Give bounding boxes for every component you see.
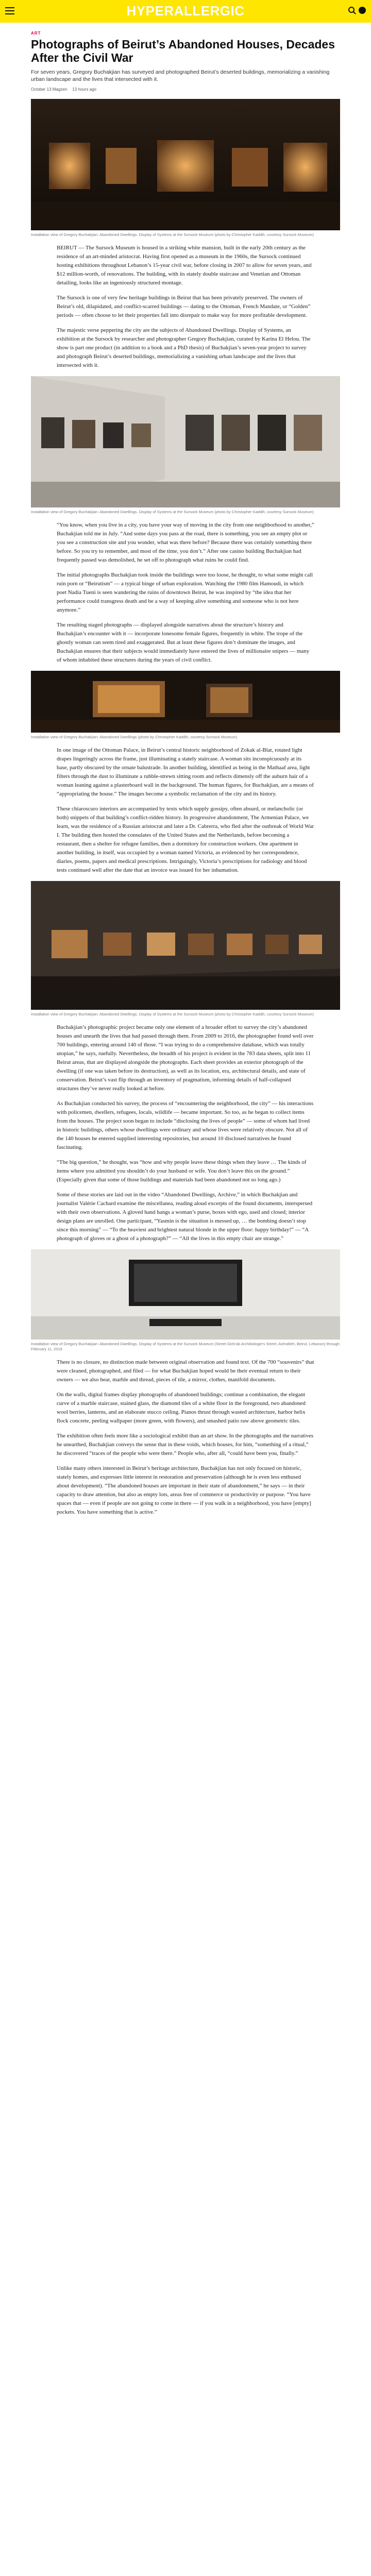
body-text-1 [57, 244, 314, 370]
article-dek: For seven years, Gregory Buchakjian has surveyed and photographed Beirut’s deserted buildings, memorializing a vanishing urban landscape and the lives that intersected with it. [31, 69, 330, 82]
article-kicker[interactable]: ART [31, 31, 41, 36]
gallery-image-1 [31, 99, 340, 230]
body-text-4 [57, 1023, 314, 1243]
figure-1 [31, 99, 340, 238]
paragraph: Some of these stories are laid out in the video “Abandoned Dwellings, Archive,” in which Buchakjian and journalist Valérie Cachard examine the miscellanea, reading aloud excerpts of the found documents, interspersed with their own observations. A gloved hand hangs a woman’s purse, boxes with ego, used and closed; interior design plans are unrolled. One participant, “Yasmin is the situation is messed up, … the bombing doesn’t stop since this morning” — “To the heaviest and brightest natural blonde in the upper floor: happy birthday!” — “A photograph of gloves or a ghost of a photograph?” — “All the lives in this empty chair are strange.” [57, 1192, 313, 1242]
paragraph: The exhibition often feels more like a sociological exhibit than an art show. In the photographs and the narratives he unearthed, Buchakjian conveys the sense that in these voids, which houses, for him, “something of a ritual,” he discovered “traces of the people who were there.” People who, after all, “could have been you, finally.” [57, 1433, 314, 1456]
paragraph: “You know, when you live in a city, you have your way of moving in the city from one neighborhood to another,” Buchakjian told me in July. “And some days you pass at the road, there is something, you see an empty plot or you see a construction site and you wonder, what was there before? Because there was certainly something there before. So you try to remember, and most of the time, you don’t.” After one casino building Buchakjian had frequently passed was demolished, he set off to photograph what ruins he could find. [57, 522, 314, 563]
installation-photo-2 [31, 376, 340, 507]
gallery-image-5 [31, 1249, 340, 1340]
article [31, 23, 340, 1544]
paragraph: The initial photographs Buchakjian took inside the buildings were too loose, he thought, to what some might call ruin porn or “Beirutism” — a typical binge of urban exploration. Watching the 1980 film Hamoudi, in which poet Nadia Tueni is seen wandering the ruins of downtown Beirut, he was inspired by “the idea that her performance could transgress death and be a way of keeping alive something and someone who is not here anymore.” [57, 572, 313, 613]
installation-photo-5 [31, 1249, 340, 1340]
paragraph: The Sursock is one of very few heritage buildings in Beirut that has been privately preserved. The owners of Beirut’s old, dilapidated, and conflict-scarred buildings — dating to the Ottoman, French Mandate, or “Golden” periods — often choose to let their properties fall into disrepair to make way for more profitable development. [57, 295, 311, 318]
paragraph: There is no closure, no distinction made between original observation and found text. Of the 700 “souvenirs” that were cleaned, photographed, and filed — for what Buchakjian hoped would be their eventual return to their owners — we also hear, marble and thread, pieces of tile, a mirror, clothes, manifold documents. [57, 1359, 314, 1383]
paragraph: Unlike many others interested in Beirut’s heritage architecture, Buchakjian has not only focused on historic, stately homes, and expresses little interest in restoration and preservation (although he is even less enthused about development). “The abandoned houses are important in their state of abandonment,” he says — in their capacity to draw attention, but also as empty lots, areas free of commerce or productivity or purpose. “You have spaces that — even if people are not going to come in there — if you walk in a neighborhood, you have [empty] pockets. You have something that is active.” [57, 1465, 311, 1515]
paragraph: The resulting staged photographs — displayed alongside narratives about the structure’s history and Buchakjian’s encounter with it — incorporate lonesome female figures, frequently in white. The trope of the ghostly woman can seem tired and exaggerated. But at least these figures don’t dominate the images, and Buchakjian ensures that their subjects would immediately have entered the lives of millionaire snipers — many of whom inhabited these structures during the years of civil conflict. [57, 622, 310, 663]
menu-icon[interactable] [5, 7, 14, 14]
installation-photo-3 [31, 671, 340, 733]
body-text-3 [57, 746, 314, 875]
figure-caption: Installation view of Gregory Buchakjian: Abandoned Dwellings. Display of Systems at the Sursock Museum (photo by Christopher Kaddih, courtesy Sursock Museum) [31, 232, 314, 237]
installation-photo-4 [31, 881, 340, 1010]
site-logo[interactable]: HYPERALLERGIC [126, 3, 245, 19]
article-title: Photographs of Beirut’s Abandoned Houses, Decades After the Civil War [31, 38, 335, 64]
site-header [0, 0, 371, 23]
figure-caption: Installation view of Gregory Buchakjian: Abandoned Dwellings (photo by Christopher Kaddih, courtesy Sursock Museum) [31, 735, 238, 739]
paragraph: “The big question,” he thought, was “how and why people leave these things when they leave … The kinds of items where you admitted you shouldn’t do your husband or wife. You don’t leave this on the ground.” (Especially given that some of those buildings and materials had been abandoned not so long ago.) [57, 1159, 307, 1183]
search-icon[interactable] [348, 7, 355, 13]
paragraph: The majestic verse peppering the city are the subjects of Abandoned Dwellings. Display of Systems, an exhibition at the Sursock by researcher and photographer Gregory Buchakjian, curated by Karina El Helou. The show is part one product (in addition to a book and a PhD thesis) of Buchakjian’s seven-year project to survey and photograph Beirut’s deserted buildings, memorializing a vanishing urban landscape and the lives that intersected with it. [57, 327, 311, 368]
figure-5 [31, 1249, 340, 1352]
byline-author[interactable]: October 13 Magzen [31, 87, 68, 92]
paragraph: In one image of the Ottoman Palace, in Beirut’s central historic neighborhood of Zokak al-Blat, rotated light drapes lingeringly across the frame, just illuminating a stately staircase. A woman sits inconspicuously at its base, partly obscured by the ornate balustrade. In another building, identified as being in the Mathaaf area, light filters through the dust to illuminate a rubble-strewn sitting room and reflects dimensly off the auburn hair of a woman leaning against a plasterboard wall in the background. The human figures, for Buchakjian, are a means of “appropriating the house.” The images become a symbolic reclamation of the city and its history. [57, 747, 314, 797]
paragraph: On the walls, digital frames display photographs of abandoned buildings; continue a combination, the elegant curve of a marble staircase, stained glass, the diamond tiles of a white floor in the foreground, two abandoned wool berries, lanterns, and an elaborate stucco ceiling. Pianos thrust through wasted architecture, harbor helix flock concrete, peeling wallpaper (more green, with flowers), and smashed patio raw above geometric tiles. [57, 1392, 306, 1424]
paragraph: These chiaroscuro interiors are accompanied by texts which supply gossipy, often absurd, or melancholic (or both) snippets of that building’s conflict-ridden history. In progressive abandonment, The Armenian Palace, we learn, was the residence of a Russian aristocrat and later a Dr. Cabrerra, who fled after the outbreak of World War I. The building then hosted the consulates of the United States and the Netherlands, before becoming a restaurant, then a shelter for refugee families, then a dormitory for construction workers. One apartment in another building, in itself, was occupied by a woman named Victoria, as evidenced by her correspondence, diaries, poems, papers and medical prescriptions. Intriguingly, Victoria’s prescriptions for radiology and blood tests continued well after the date that an invoice was issued for her inhumation. [57, 806, 314, 873]
byline-time: 13 hours ago [72, 87, 96, 92]
byline [31, 87, 340, 92]
figure-3 [31, 671, 340, 740]
account-icon[interactable] [359, 7, 366, 14]
installation-photo-1 [31, 99, 340, 230]
gallery-image-2 [31, 376, 340, 507]
header-icons [348, 7, 366, 14]
figure-caption: Installation view of Gregory Buchakjian: Abandoned Dwellings. Display of Systems at the Sursock Museum (photo by Christopher Kaddih, courtesy Sursock Museum) [31, 510, 314, 514]
figure-4 [31, 881, 340, 1017]
paragraph: Buchakjian’s photographic project became only one element of a broader effort to survey the city’s abandoned houses and unearth the lives that had passed through them. From 2009 to 2016, the photographer found well over 700 buildings, entering around 140 of those. “I was trying to do a comprehensive database, which was totally utopian,” he says, ruefully. Nevertheless, the breadth of his project is evident in the 783 data sheets, split into 11 Beirut areas, that are displayed alongside the photographs. Each sheet provides an exterior photograph of the dwelling (if one was taken before its destruction), as well as its location, era, architectural details, and state of conservation. Beirut’s vast flip through an inventory of pragmatism, informing details of half-collapsed structures they’ve never really looked at before. [57, 1024, 314, 1092]
body-text-5 [57, 1358, 314, 1517]
figure-2 [31, 376, 340, 515]
paragraph: BEIRUT — The Sursock Museum is housed in a striking white mansion, built in the early 20th century as the residence of an art-minded aristocrat. Having first opened as a museum in the 1960s, the Sursock continued hosting exhibitions throughout Lebanon’s 15-year civil war, before closing in 2007 to allow for seven years, and $12 million-worth, of renovations. The building, with its stately double staircase and Venetian and Ottoman detailing, looks like an ingeniously structured montage. [57, 245, 312, 286]
figure-caption: Installation view of Gregory Buchakjian: Abandoned Dwellings. Display of Systems at the Sursock Museum (photo by Christopher Kaddih, courtesy Sursock Museum) [31, 1012, 314, 1016]
figure-caption: Installation view of Gregory Buchakjian: Abandoned Dwellings. Display of Systems at the Sursock Museum (Street Girls'ab Archibologie's Street, Ashrafieh, Beirut, Lebanon) through February 11, 2019 [31, 1342, 340, 1351]
paragraph: As Buchakjian conducted his survey, the process of “encountering the neighborhood, the city” — his interactions with policemen, dwellers, refugees, locals, wildlife — became important. So too, as he began to collect items from the houses. The project soon began to include “disclosing the lives of people” — some of whom had lived in historic buildings, others whose dwellings were ordinary and whose lives were relatively obscure. Not all of the 140 houses he entered supplied interesting repositories, but around 10 disclosed narratives he found fascinating. [57, 1100, 314, 1150]
body-text-2 [57, 521, 314, 665]
gallery-image-4 [31, 881, 340, 1010]
gallery-image-3 [31, 671, 340, 733]
page-end-space [31, 1523, 340, 1544]
